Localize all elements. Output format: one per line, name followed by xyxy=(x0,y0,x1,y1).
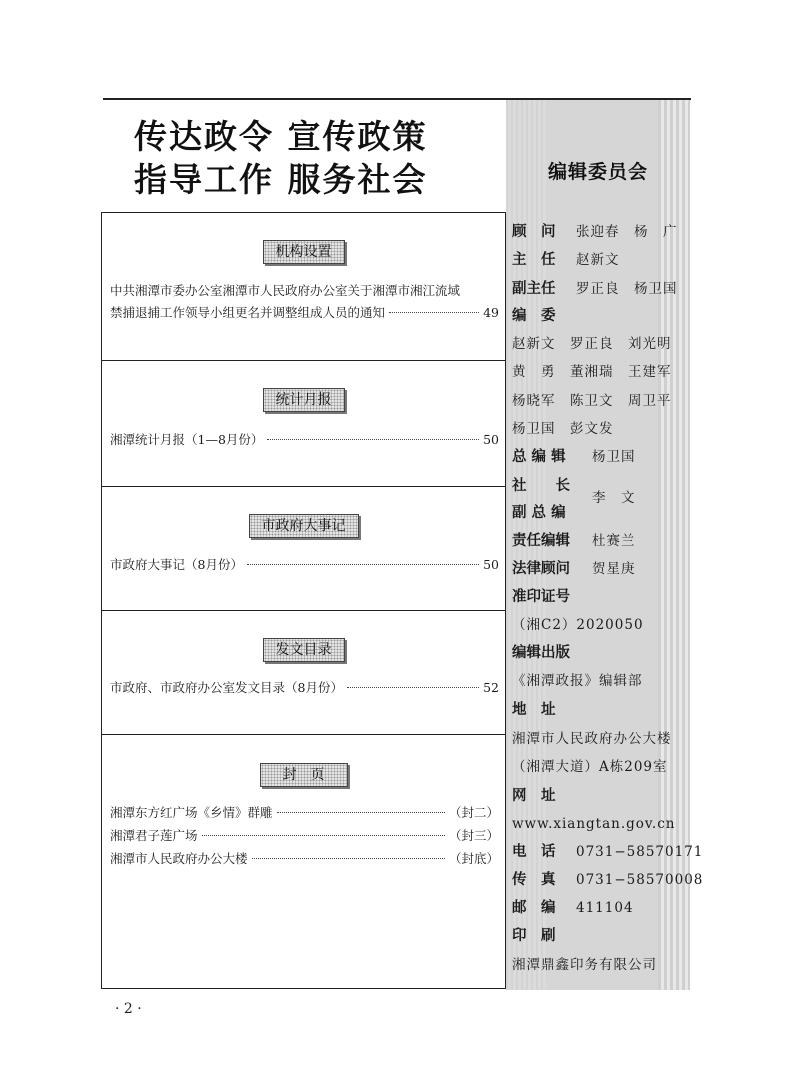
toc-entry-page: 49 xyxy=(483,305,499,320)
editorial-row xyxy=(512,956,657,974)
toc-entry-page: 50 xyxy=(483,432,499,447)
editorial-row xyxy=(512,560,636,578)
editorial-row xyxy=(512,477,636,506)
editorial-label: 编辑出版 xyxy=(512,645,570,661)
editorial-row xyxy=(512,701,576,719)
editorial-value: 杨卫国 彭文发 xyxy=(512,421,614,437)
table-of-contents xyxy=(101,212,506,989)
editorial-row xyxy=(512,871,703,889)
toc-entry[interactable] xyxy=(110,677,499,699)
section-title: 市政府大事记 xyxy=(249,514,359,538)
editorial-row xyxy=(512,307,576,325)
editorial-value: 湘潭市人民政府办公大楼 xyxy=(512,731,672,747)
section-title: 发文目录 xyxy=(263,638,345,662)
page-number: · 2 · xyxy=(115,1001,142,1017)
toc-entry-page: （封二） xyxy=(448,805,499,820)
editorial-row xyxy=(512,927,576,945)
section-title: 统计月报 xyxy=(263,388,345,412)
toc-entry-page: 52 xyxy=(483,680,499,695)
editorial-row xyxy=(512,392,672,410)
editorial-value: （湘C2）2020050 xyxy=(512,617,644,633)
leader-dots xyxy=(277,812,445,813)
leader-dots xyxy=(267,439,479,440)
editorial-board-title: 编辑委员会 xyxy=(548,161,649,183)
editorial-label: 传 真 xyxy=(512,872,556,888)
editorial-row xyxy=(512,644,592,662)
editorial-value: 黄 勇 董湘瑞 王建军 xyxy=(512,364,672,380)
editorial-label: 电 话 xyxy=(512,844,556,860)
toc-section-documents xyxy=(102,611,505,735)
editorial-row xyxy=(512,335,672,353)
editorial-value: （湘潭大道）A栋209室 xyxy=(512,759,668,775)
editorial-value: www.xiangtan.gov.cn xyxy=(512,816,676,832)
editorial-row xyxy=(512,223,678,241)
editorial-value: 李 文 xyxy=(592,490,636,506)
toc-entry[interactable] xyxy=(110,848,499,870)
section-title: 机构设置 xyxy=(263,240,345,264)
editorial-row xyxy=(512,815,675,833)
editorial-label: 顾 问 xyxy=(512,224,556,240)
toc-entry-text: 市政府、市政府办公室发文目录（8月份） xyxy=(110,680,343,695)
slogan-line-2: 指导工作 服务社会 xyxy=(134,160,428,199)
toc-entry-text: 湘潭市人民政府办公大楼 xyxy=(110,851,248,866)
editorial-row xyxy=(512,616,644,634)
editorial-row xyxy=(512,532,636,550)
toc-entry-page: （封三） xyxy=(448,828,499,843)
editorial-value: 411104 xyxy=(576,900,634,916)
toc-entry-text: 市政府大事记（8月份） xyxy=(110,557,243,572)
toc-section-covers xyxy=(102,735,505,988)
editorial-value: 赵新文 xyxy=(576,252,620,268)
toc-section-institutions xyxy=(102,213,505,361)
slogan-line-1: 传达政令 宣传政策 xyxy=(134,117,428,156)
editorial-label: 总 编 辑 xyxy=(512,449,566,465)
toc-section-events xyxy=(102,487,505,611)
editorial-label: 准印证号 xyxy=(512,589,570,605)
section-title: 封 页 xyxy=(260,763,348,787)
editorial-row xyxy=(512,280,678,298)
editorial-value: 贺星庚 xyxy=(592,561,636,577)
toc-entry-text: 湘潭君子莲广场 xyxy=(110,828,198,843)
editorial-row xyxy=(512,899,634,917)
toc-entry[interactable] xyxy=(110,429,499,451)
toc-entry-text-line1: 中共湘潭市委办公室湘潭市人民政府办公室关于湘潭市湘江流域 xyxy=(110,283,461,298)
editorial-value: 杜赛兰 xyxy=(592,533,636,549)
leader-dots xyxy=(347,687,479,688)
editorial-value: 张迎春 杨 广 xyxy=(576,224,678,240)
editorial-label: 主 任 xyxy=(512,252,556,268)
editorial-row xyxy=(512,448,636,466)
toc-section-statistics xyxy=(102,361,505,487)
editorial-row xyxy=(512,251,620,269)
editorial-value: 0731−58570171 xyxy=(576,844,704,860)
editorial-label: 网 址 xyxy=(512,788,556,804)
editorial-label: 地 址 xyxy=(512,702,556,718)
editorial-row xyxy=(512,420,614,438)
toc-entry[interactable] xyxy=(110,280,499,324)
editorial-value: 《湘潭政报》编辑部 xyxy=(512,673,643,689)
editorial-value: 杨卫国 xyxy=(592,449,636,465)
editorial-label: 印 刷 xyxy=(512,928,556,944)
toc-entry-text-line2: 禁捕退捕工作领导小组更名并调整组成人员的通知 xyxy=(110,305,386,320)
toc-entry[interactable] xyxy=(110,825,499,847)
leader-dots xyxy=(247,564,479,565)
editorial-row xyxy=(512,672,643,690)
editorial-row xyxy=(512,504,592,522)
toc-entry[interactable] xyxy=(110,554,499,576)
editorial-label: 编 委 xyxy=(512,308,556,324)
editorial-label: 社 长 xyxy=(512,478,570,494)
leader-dots xyxy=(202,835,445,836)
editorial-row xyxy=(512,730,672,748)
toc-entry-text: 湘潭东方红广场《乡情》群雕 xyxy=(110,805,273,820)
toc-entry-page: （封底） xyxy=(448,851,499,866)
toc-entry-page: 50 xyxy=(483,557,499,572)
editorial-row xyxy=(512,758,668,776)
editorial-label: 责任编辑 xyxy=(512,533,570,549)
toc-entry[interactable] xyxy=(110,802,499,824)
editorial-value: 赵新文 罗正良 刘光明 xyxy=(512,336,672,352)
editorial-row xyxy=(512,787,576,805)
editorial-value: 杨晓军 陈卫文 周卫平 xyxy=(512,393,672,409)
editorial-label: 法律顾问 xyxy=(512,561,570,577)
editorial-label: 副主任 xyxy=(512,281,556,297)
leader-dots xyxy=(252,858,445,859)
toc-entry-text: 湘潭统计月报（1—8月份） xyxy=(110,432,264,447)
editorial-value: 罗正良 杨卫国 xyxy=(576,281,678,297)
editorial-value: 湘潭鼎鑫印务有限公司 xyxy=(512,957,657,973)
editorial-label: 邮 编 xyxy=(512,900,556,916)
editorial-row xyxy=(512,843,703,861)
editorial-row xyxy=(512,588,592,606)
editorial-value: 0731−58570008 xyxy=(576,872,704,888)
editorial-label: 副 总 编 xyxy=(512,505,566,521)
leader-dots xyxy=(389,312,479,313)
editorial-row xyxy=(512,363,672,381)
